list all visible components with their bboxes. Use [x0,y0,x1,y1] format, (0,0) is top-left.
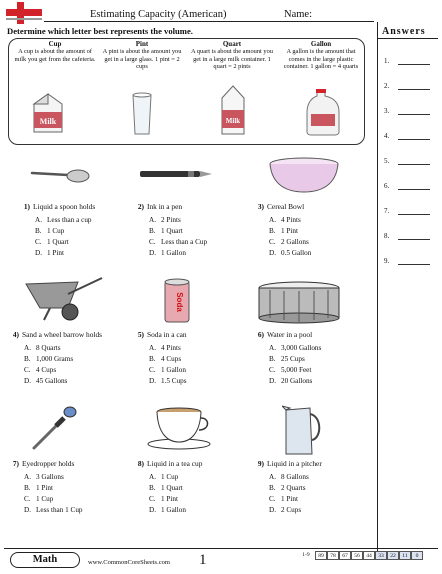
answer-blank[interactable] [398,239,430,240]
question-prompt: Liquid in a pitcher [267,459,322,468]
option-text: 8 Gallons [281,473,309,481]
option-letter: C. [35,238,42,246]
answer-blank[interactable] [398,189,430,190]
option-letter: B. [149,227,156,235]
answer-number: 6. [384,182,390,190]
option[interactable] [257,505,301,515]
option-text: 2 Pints [161,216,181,224]
question-4 [7,330,102,341]
answer-number: 5. [384,157,390,165]
question-prompt: Cereal Bowl [267,202,305,211]
name-line[interactable] [44,21,374,22]
answer-blank[interactable] [398,264,430,265]
answers-panel [377,22,439,557]
answers-divider [378,38,438,39]
option-text: 0.5 Gallon [281,249,312,257]
question-prompt: Liquid in a tea cup [147,459,203,468]
option-text: 1 Quart [47,238,69,246]
pitcher-icon [282,404,322,456]
option-letter: D. [35,249,42,257]
answer-number: 8. [384,232,390,240]
option-letter: A. [35,216,42,224]
bowl-icon [268,156,340,194]
option-letter: C. [149,238,156,246]
option-letter: A. [269,344,276,352]
gallon-jug-icon [305,88,341,136]
option[interactable] [12,343,61,353]
option-letter: D. [24,377,31,385]
question-2 [132,202,182,213]
spoon-icon [30,163,90,187]
option[interactable] [257,494,298,504]
option-letter: C. [149,495,156,503]
option-letter: A. [149,216,156,224]
option-text: 1 Pint [47,249,64,257]
question-7 [7,459,74,470]
ref-gallon-heading: Gallon [310,40,332,48]
option[interactable] [137,343,181,353]
option[interactable] [257,343,321,353]
option-letter: D. [269,506,276,514]
option-letter: C. [269,495,276,503]
option-letter: A. [269,216,276,224]
answer-number: 1. [384,57,390,65]
option-letter: A. [269,473,276,481]
ref-quart-heading: Quart [222,40,242,48]
question-6 [252,330,312,341]
option-text: 1 Pint [161,495,178,503]
wheelbarrow-icon [22,274,106,322]
option[interactable] [137,483,183,493]
option-text: 1 Gallon [161,506,186,514]
option-letter: B. [24,355,31,363]
option-text: 1 Pint [36,484,53,492]
option-text: 2 Quarts [281,484,306,492]
ref-cup-text: A cup is about the amount of milk you get from the cafeteria. [14,48,96,63]
option[interactable] [257,215,301,225]
option-letter: A. [24,473,31,481]
math-badge: Math [10,552,80,568]
pool-icon [256,280,342,324]
milk-carton-small-icon [28,90,68,135]
answer-blank[interactable] [398,64,430,65]
answer-blank[interactable] [398,114,430,115]
option[interactable] [137,237,207,247]
score-cell: 44 [363,551,375,560]
option-letter: C. [24,366,31,374]
ref-gallon-text: A gallon is the amount that comes in the large plastic container. 1 gallon = 4 quarts [283,48,359,71]
option-text: 1 Quart [161,484,183,492]
option[interactable] [12,505,83,515]
question-number: 7) [12,459,19,468]
option[interactable] [12,483,53,493]
answer-blank[interactable] [398,214,430,215]
answer-number: 2. [384,82,390,90]
option-text: 1.5 Cups [161,377,187,385]
option-text: 1 Cup [47,227,65,235]
option-letter: B. [269,355,276,363]
option[interactable] [23,237,69,247]
name-label: Name: [284,9,312,20]
question-prompt: Ink in a pen [147,202,183,211]
instructions: Determine which letter best represents the volume. [7,26,193,36]
question-number: 9) [257,459,264,468]
option-letter: D. [24,506,31,514]
option-letter: D. [269,377,276,385]
ref-pint-text: A pint is about the amount you get in a large glass. 1 pint = 2 cups [102,48,182,71]
question-5 [132,330,187,341]
option-letter: B. [269,227,276,235]
option-text: 3 Gallons [36,473,64,481]
logo-icon [4,2,44,24]
answer-number: 4. [384,132,390,140]
ref-quart [189,41,275,71]
score-cell: 78 [327,551,339,560]
option[interactable] [23,248,64,258]
site-url[interactable]: www.CommonCoreSheets.com [88,559,170,566]
option-text: 4 Cups [36,366,57,374]
question-1 [18,202,95,213]
question-9 [252,459,322,470]
question-prompt: Liquid a spoon holds [33,202,96,211]
option-letter: D. [149,506,156,514]
option[interactable] [257,237,309,247]
score-cell: 22 [387,551,399,560]
question-number: 6) [257,330,264,339]
carton-label: Milk [39,117,57,126]
answer-blank[interactable] [398,164,430,165]
option[interactable] [257,472,309,482]
option[interactable] [257,354,305,364]
footer-divider [4,548,438,549]
option-letter: D. [149,249,156,257]
option-text: 5,000 Feet [281,366,312,374]
page-number: 1 [199,552,207,568]
option[interactable] [12,354,73,364]
answer-number: 9. [384,257,390,265]
glass-icon [131,92,153,136]
question-number: 3) [257,202,264,211]
answer-blank[interactable] [398,89,430,90]
question-number: 8) [137,459,144,468]
option[interactable] [12,365,56,375]
option-letter: B. [35,227,42,235]
option[interactable] [137,494,178,504]
option-letter: A. [149,344,156,352]
question-8 [132,459,202,470]
option[interactable] [23,226,64,236]
question-prompt: Water in a pool [267,330,313,339]
option-letter: B. [269,484,276,492]
question-number: 4) [12,330,19,339]
option-text: 25 Cups [281,355,305,363]
question-3 [252,202,304,213]
question-number: 1) [23,202,30,211]
option-letter: C. [269,366,276,374]
eyedropper-icon [28,404,78,454]
option-letter: A. [24,344,31,352]
option-text: 4 Pints [281,216,301,224]
ref-quart-text: A quart is about the amount you get in a large milk container. 1 quart = 2 pints [190,48,273,71]
score-cell: 33 [375,551,387,560]
question-prompt: Soda in a can [147,330,187,339]
ref-cup-heading: Cup [48,40,62,48]
score-cell: 0 [411,551,423,560]
answer-blank[interactable] [398,139,430,140]
question-prompt: Eyedropper holds [22,459,75,468]
option[interactable] [23,215,92,225]
option-letter: A. [149,473,156,481]
option[interactable] [257,365,311,375]
tea-cup-icon [146,406,212,450]
option-text: 45 Gallons [36,377,68,385]
option[interactable] [257,226,298,236]
option[interactable] [12,376,67,386]
option-letter: C. [269,238,276,246]
score-range: 1-9 [302,552,310,558]
answer-number: 7. [384,207,390,215]
option-text: 1 Gallon [161,366,186,374]
score-cell: 11 [399,551,411,560]
option-letter: B. [149,355,156,363]
score-cell: 89 [315,551,327,560]
question-number: 2) [137,202,144,211]
option-text: 4 Pints [161,344,181,352]
option[interactable] [137,472,178,482]
option-letter: B. [149,484,156,492]
option-text: Less than a cup [47,216,92,224]
option[interactable] [257,376,312,386]
answer-number: 3. [384,107,390,115]
option[interactable] [257,483,306,493]
option-text: 8 Quarts [36,344,61,352]
score-cell: 56 [351,551,363,560]
option[interactable] [257,248,311,258]
ref-cup [12,41,98,63]
worksheet-title: Estimating Capacity (American) [90,9,227,20]
soda-label: Soda [175,292,184,312]
option[interactable] [137,226,183,236]
option[interactable] [12,472,64,482]
option-text: 1 Cup [36,495,54,503]
option-text: 3,000 Gallons [281,344,322,352]
option-letter: C. [149,366,156,374]
question-prompt: Sand a wheel barrow holds [22,330,103,339]
option[interactable] [137,354,181,364]
ref-pint-heading: Pint [135,40,149,48]
option-text: 2 Cups [281,506,302,514]
ref-pint [99,41,185,71]
option-text: 1 Pint [281,495,298,503]
option[interactable] [137,505,186,515]
option-text: 1,000 Grams [36,355,74,363]
option-text: 20 Gallons [281,377,313,385]
ref-gallon [278,41,364,71]
option-text: 1 Pint [281,227,298,235]
pen-icon [138,168,214,180]
option-text: Less than a Cup [161,238,208,246]
option[interactable] [137,248,186,258]
option[interactable] [137,365,186,375]
option-letter: C. [24,495,31,503]
quart-carton-label: Milk [225,117,241,125]
option-letter: D. [269,249,276,257]
soda-can-icon [163,278,191,324]
question-number: 5) [137,330,144,339]
option[interactable] [137,215,181,225]
option[interactable] [137,376,187,386]
option-text: 2 Gallons [281,238,309,246]
option-text: Less than 1 Cup [36,506,83,514]
option-letter: D. [149,377,156,385]
option-text: 1 Quart [161,227,183,235]
score-cell: 67 [339,551,351,560]
answers-title: Answers [382,26,426,37]
option-text: 1 Cup [161,473,179,481]
option-text: 4 Cups [161,355,182,363]
option-text: 1 Gallon [161,249,186,257]
option[interactable] [12,494,53,504]
option-letter: B. [24,484,31,492]
milk-carton-quart-icon [220,84,246,136]
